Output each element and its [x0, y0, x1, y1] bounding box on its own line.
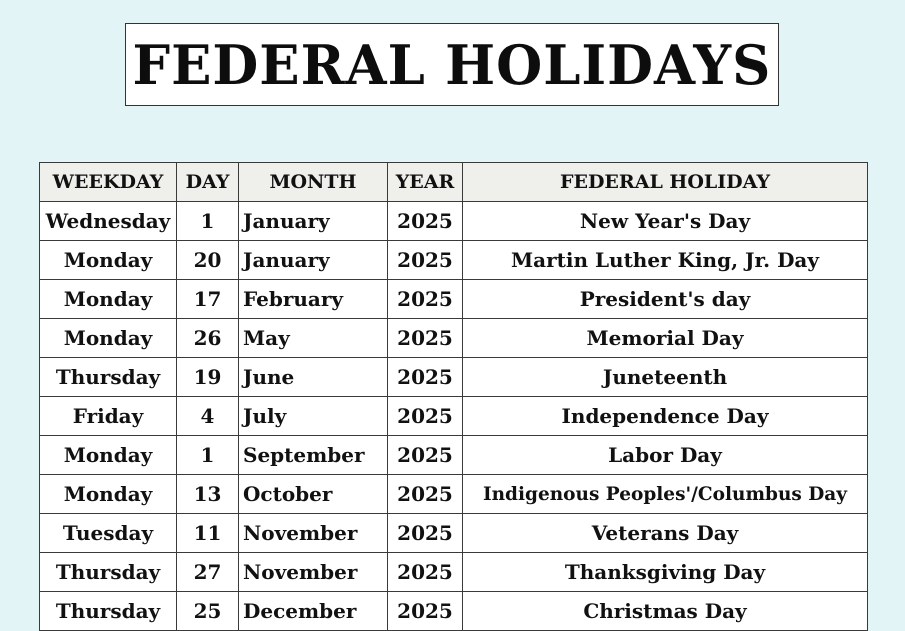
table-row: [40, 475, 868, 514]
title-banner: [125, 23, 779, 106]
year-cell: 2025: [388, 241, 463, 280]
table-row: [40, 280, 868, 319]
weekday-cell: Monday: [40, 280, 177, 319]
holidays-table: [39, 162, 868, 631]
day-cell: 27: [177, 553, 239, 592]
month-cell: September: [239, 436, 388, 475]
month-cell: October: [239, 475, 388, 514]
weekday-cell: Monday: [40, 241, 177, 280]
day-cell: 26: [177, 319, 239, 358]
table-row: [40, 514, 868, 553]
table-row: [40, 553, 868, 592]
holiday-cell: New Year's Day: [463, 202, 868, 241]
table-row: [40, 358, 868, 397]
weekday-cell: Thursday: [40, 553, 177, 592]
weekday-cell: Wednesday: [40, 202, 177, 241]
month-cell: November: [239, 514, 388, 553]
month-cell: May: [239, 319, 388, 358]
day-cell: 1: [177, 436, 239, 475]
year-cell: 2025: [388, 397, 463, 436]
table-row: [40, 202, 868, 241]
header-weekday: WEEKDAY: [40, 163, 177, 202]
weekday-cell: Thursday: [40, 592, 177, 631]
holiday-cell: Martin Luther King, Jr. Day: [463, 241, 868, 280]
day-cell: 25: [177, 592, 239, 631]
holiday-cell: Labor Day: [463, 436, 868, 475]
year-cell: 2025: [388, 358, 463, 397]
weekday-cell: Monday: [40, 319, 177, 358]
weekday-cell: Thursday: [40, 358, 177, 397]
year-cell: 2025: [388, 592, 463, 631]
table-row: [40, 436, 868, 475]
day-cell: 1: [177, 202, 239, 241]
month-cell: January: [239, 241, 388, 280]
month-cell: November: [239, 553, 388, 592]
year-cell: 2025: [388, 475, 463, 514]
header-day: DAY: [177, 163, 239, 202]
year-cell: 2025: [388, 553, 463, 592]
month-cell: January: [239, 202, 388, 241]
year-cell: 2025: [388, 436, 463, 475]
holiday-cell: Christmas Day: [463, 592, 868, 631]
holiday-cell: Juneteenth: [463, 358, 868, 397]
day-cell: 19: [177, 358, 239, 397]
day-cell: 17: [177, 280, 239, 319]
table-header-row: [40, 163, 868, 202]
day-cell: 13: [177, 475, 239, 514]
holiday-cell: Thanksgiving Day: [463, 553, 868, 592]
month-cell: February: [239, 280, 388, 319]
month-cell: July: [239, 397, 388, 436]
table-row: [40, 319, 868, 358]
header-federal-holiday: FEDERAL HOLIDAY: [463, 163, 868, 202]
year-cell: 2025: [388, 514, 463, 553]
holiday-cell: Indigenous Peoples'/Columbus Day: [463, 475, 868, 514]
holiday-cell: Veterans Day: [463, 514, 868, 553]
table-row: [40, 241, 868, 280]
day-cell: 4: [177, 397, 239, 436]
table-row: [40, 397, 868, 436]
month-cell: June: [239, 358, 388, 397]
page-title: FEDERAL HOLIDAYS: [132, 32, 772, 97]
weekday-cell: Tuesday: [40, 514, 177, 553]
year-cell: 2025: [388, 319, 463, 358]
header-month: MONTH: [239, 163, 388, 202]
day-cell: 20: [177, 241, 239, 280]
year-cell: 2025: [388, 202, 463, 241]
month-cell: December: [239, 592, 388, 631]
holiday-cell: Independence Day: [463, 397, 868, 436]
weekday-cell: Friday: [40, 397, 177, 436]
weekday-cell: Monday: [40, 475, 177, 514]
weekday-cell: Monday: [40, 436, 177, 475]
year-cell: 2025: [388, 280, 463, 319]
holiday-cell: President's day: [463, 280, 868, 319]
table-row: [40, 592, 868, 631]
holiday-cell: Memorial Day: [463, 319, 868, 358]
header-year: YEAR: [388, 163, 463, 202]
day-cell: 11: [177, 514, 239, 553]
